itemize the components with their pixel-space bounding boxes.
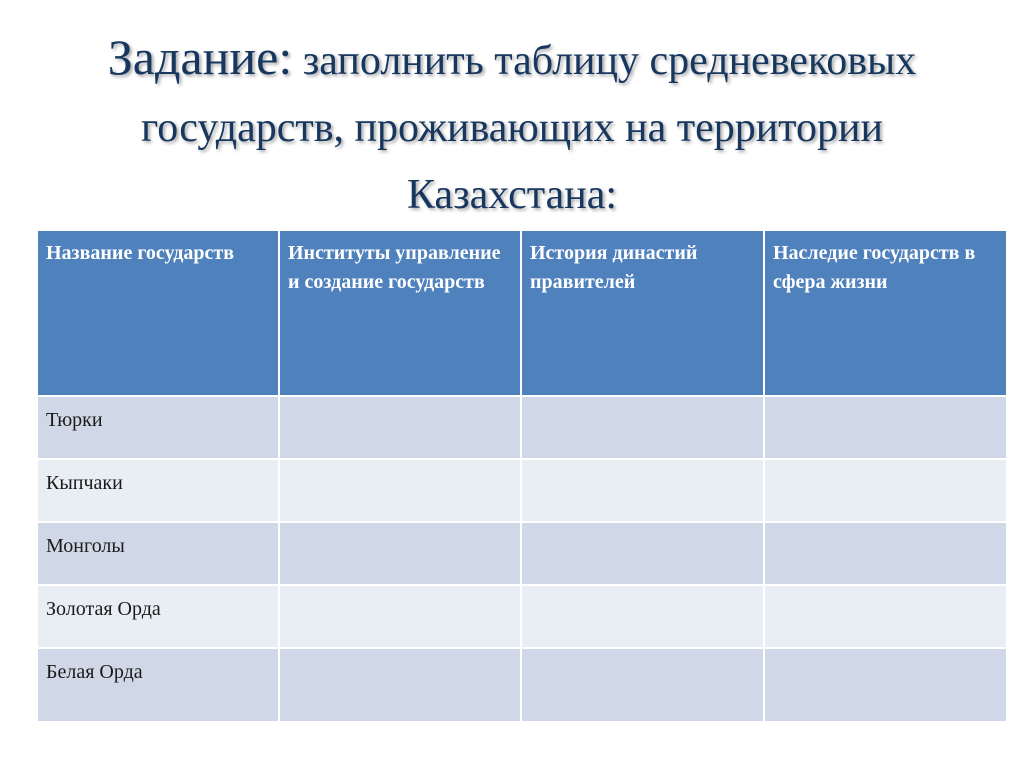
table-cell[interactable] (764, 459, 1007, 522)
table-cell-state[interactable]: Тюрки (37, 396, 279, 459)
table-cell-state[interactable]: Монголы (37, 522, 279, 585)
table-cell[interactable] (764, 585, 1007, 648)
table-cell[interactable] (764, 648, 1007, 722)
header-dynasties: История династий правителей (521, 230, 764, 396)
table-cell[interactable] (279, 585, 521, 648)
table-cell-state[interactable]: Кыпчаки (37, 459, 279, 522)
table-row (37, 459, 1007, 522)
table-cell[interactable] (279, 648, 521, 722)
table-cell[interactable] (521, 459, 764, 522)
table-cell[interactable] (764, 522, 1007, 585)
table-cell[interactable] (521, 585, 764, 648)
header-heritage: Наследие государств в сфера жизни (764, 230, 1007, 396)
table-row (37, 396, 1007, 459)
table-cell[interactable] (764, 396, 1007, 459)
header-institutions: Институты управление и создание государств (279, 230, 521, 396)
slide-title-lead: Задание: (107, 29, 293, 85)
table-cell[interactable] (521, 522, 764, 585)
table-cell-state[interactable]: Золотая Орда (37, 585, 279, 648)
slide-title-text: заполнить таблицу средневековых государств, проживающих на территории Казахстана: (141, 38, 917, 218)
table-row (37, 522, 1007, 585)
slide-title (40, 28, 984, 233)
table-cell[interactable] (279, 396, 521, 459)
table-cell[interactable] (279, 522, 521, 585)
table-cell[interactable] (521, 648, 764, 722)
table-cell[interactable] (521, 396, 764, 459)
table-header-row (37, 230, 1007, 396)
header-state-name: Название государств (37, 230, 279, 396)
table-cell[interactable] (279, 459, 521, 522)
table-row (37, 648, 1007, 722)
table-row (37, 585, 1007, 648)
states-table (36, 229, 1008, 723)
table-cell-state[interactable]: Белая Орда (37, 648, 279, 722)
